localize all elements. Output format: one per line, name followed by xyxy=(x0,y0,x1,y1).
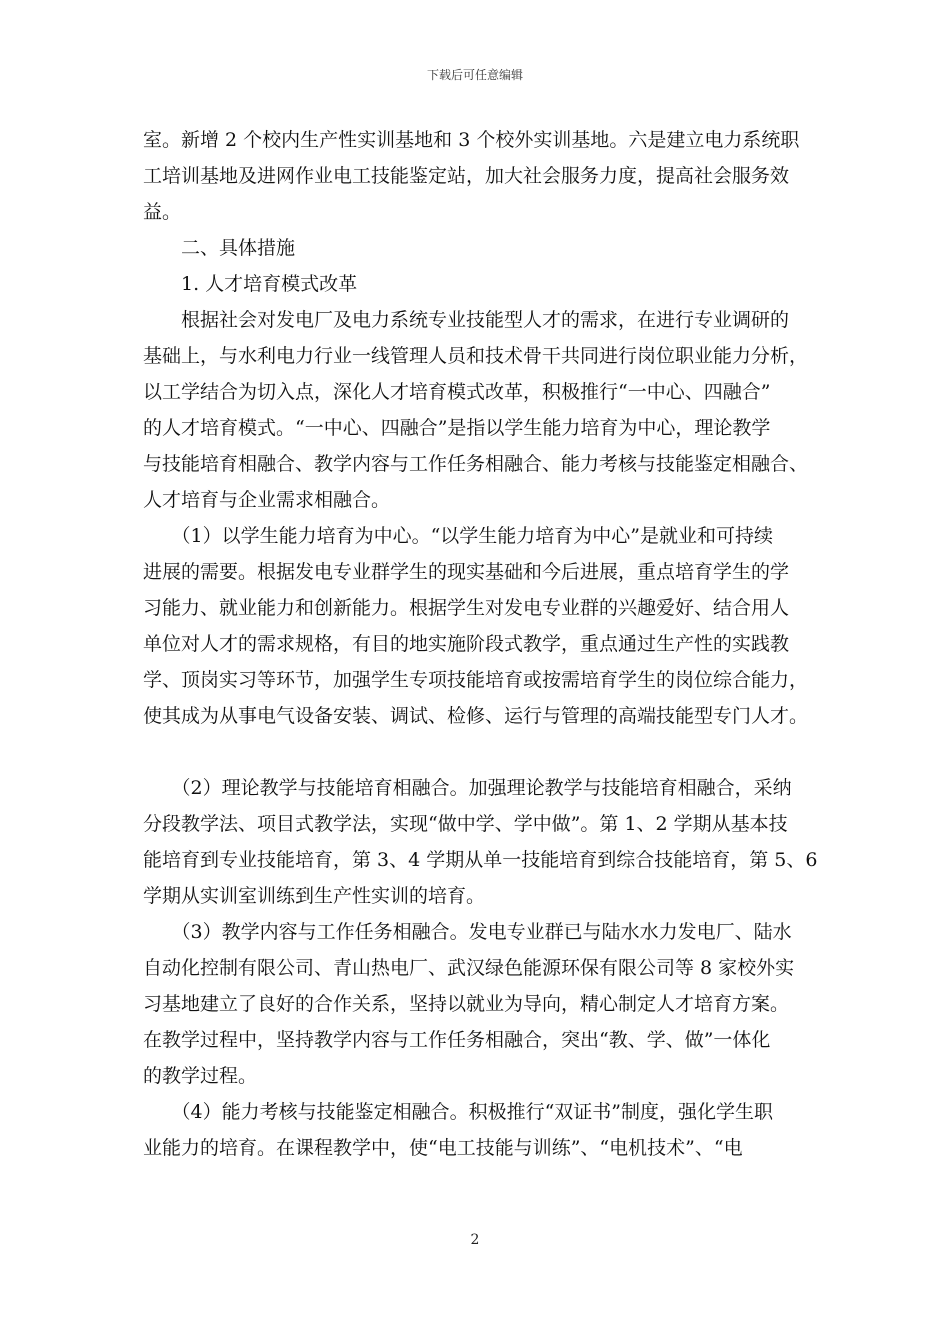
subsection-heading: 1. 人才培育模式改革 xyxy=(143,273,358,295)
text-line: 根据社会对发电厂及电力系统专业技能型人才的需求，在进行专业调研的 xyxy=(143,309,790,331)
text-line: 工培训基地及进网作业电工技能鉴定站，加大社会服务力度，提高社会服务效 xyxy=(143,165,790,187)
text-line: 的教学过程。 xyxy=(143,1065,258,1087)
text-line: 与技能培育相融合、教学内容与工作任务相融合、能力考核与技能鉴定相融合、 xyxy=(143,453,809,475)
text-line: 习基地建立了良好的合作关系，坚持以就业为导向，精心制定人才培育方案。 xyxy=(143,993,790,1015)
text-line: 能培育到专业技能培育，第 3、4 学期从单一技能培育到综合技能培育，第 5、6 xyxy=(143,849,818,871)
text-line: 基础上，与水利电力行业一线管理人员和技术骨干共同进行岗位职业能力分析， xyxy=(143,345,809,367)
text-line: （1）以学生能力培育为中心。“以学生能力培育为中心”是就业和可持续 xyxy=(143,525,774,547)
text-line: 室。新增 2 个校内生产性实训基地和 3 个校外实训基地。六是建立电力系统职 xyxy=(143,129,800,151)
text-line: 使其成为从事电气设备安装、调试、检修、运行与管理的高端技能型专门人才。 xyxy=(143,705,809,727)
text-line: 习能力、就业能力和创新能力。根据学生对发电专业群的兴趣爱好、结合用人 xyxy=(143,597,790,619)
text-line: 以工学结合为切入点，深化人才培育模式改革，积极推行“一中心、四融合” xyxy=(143,381,771,403)
text-line: 业能力的培育。在课程教学中，使“电工技能与训练”、“电机技术”、“电 xyxy=(143,1137,743,1159)
text-line: 的人才培育模式。“一中心、四融合”是指以学生能力培育为中心，理论教学 xyxy=(143,417,771,439)
text-line: 人才培育与企业需求相融合。 xyxy=(143,489,391,511)
text-line: 进展的需要。根据发电专业群学生的现实基础和今后进展，重点培育学生的学 xyxy=(143,561,790,583)
text-line: 学期从实训室训练到生产性实训的培育。 xyxy=(143,885,486,907)
text-line: 分段教学法、项目式教学法，实现“做中学、学中做”。第 1、2 学期从基本技 xyxy=(143,813,788,835)
section-heading: 二、具体措施 xyxy=(143,237,296,259)
text-line: 单位对人才的需求规格，有目的地实施阶段式教学，重点通过生产性的实践教 xyxy=(143,633,790,655)
text-line: 学、顶岗实习等环节，加强学生专项技能培育或按需培育学生的岗位综合能力， xyxy=(143,669,809,691)
page-header: 下载后可任意编辑 xyxy=(426,68,523,82)
text-line: （4）能力考核与技能鉴定相融合。积极推行“双证书”制度，强化学生职 xyxy=(143,1101,774,1123)
text-line: （3）教学内容与工作任务相融合。发电专业群已与陆水水力发电厂、陆水 xyxy=(143,921,792,943)
page-number: 2 xyxy=(470,1232,480,1248)
text-line: （2）理论教学与技能培育相融合。加强理论教学与技能培育相融合，采纳 xyxy=(143,777,792,799)
text-line: 益。 xyxy=(143,201,182,223)
text-line: 在教学过程中，坚持教学内容与工作任务相融合，突出“教、学、做”一体化 xyxy=(143,1029,771,1051)
text-line: 自动化控制有限公司、青山热电厂、武汉绿色能源环保有限公司等 8 家校外实 xyxy=(143,957,795,979)
